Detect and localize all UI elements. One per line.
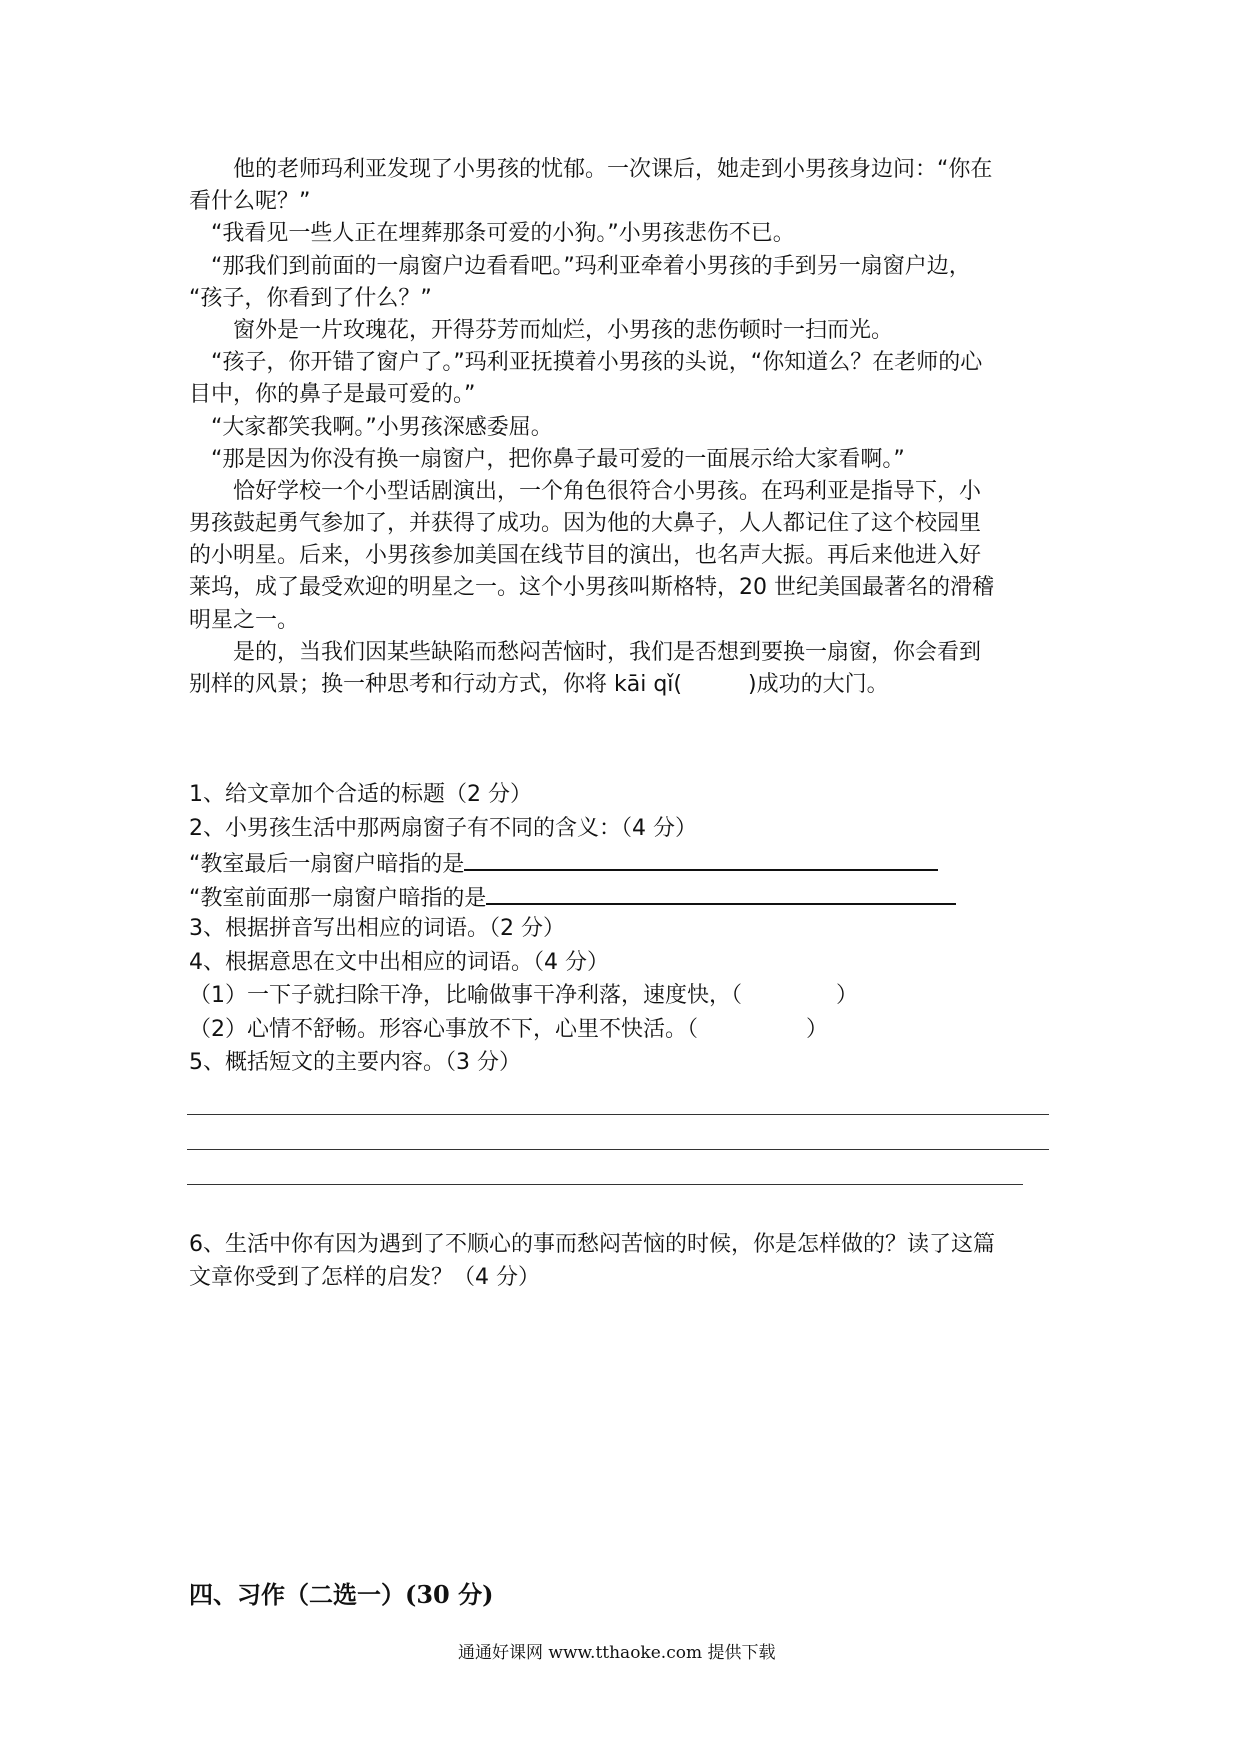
question-4b-close: ） [806,1016,829,1042]
question-6-line: 6、生活中你有因为遇到了不顺心的事而愁闷苦恼的时候，你是怎样做的？读了这篇 [189,1232,995,1257]
question-2a [189,845,1061,879]
passage-last-line [189,669,1061,701]
question-2b-answer-line[interactable] [486,879,956,905]
passage-line: 看什么呢？” [189,189,311,215]
question-6-line: 文章你受到了怎样的启发？（4 分） [189,1265,540,1290]
page-footer: 通通好课网 www.tthaoke.com 提供下载 [458,1643,776,1663]
question-2b [189,879,1061,913]
question-2a-label: “教室最后一扇窗户暗指的是 [189,852,465,877]
question-4a-close: ） [836,983,859,1008]
passage-line: 目中，你的鼻子是最可爱的。” [189,382,476,408]
passage-line: 他的老师玛利亚发现了小男孩的忧郁。一次课后，她走到小男孩身边问：“你在 [189,157,993,182]
question-1: 1、给文章加个合适的标题（2 分） [189,782,532,807]
question-3: 3、根据拼音写出相应的词语。（2 分） [189,916,565,941]
passage-line: “那我们到前面的一扇窗户边看看吧。”玛利亚牵着小男孩的手到另一扇窗户边， [189,253,971,279]
question-5: 5、概括短文的主要内容。（3 分） [189,1050,521,1075]
question-2b-label: “教室前面那一扇窗户暗指的是 [189,885,487,911]
reading-passage [189,154,1061,701]
passage-line: “大家都笑我啊。”小男孩深感委屈。 [189,414,553,440]
question-4b-label: （2）心情不舒畅。形容心事放不下，心里不快活。（ [189,1016,698,1042]
question-4: 4、根据意思在文中出相应的词语。（4 分） [189,949,609,975]
passage-line: 男孩鼓起勇气参加了，并获得了成功。因为他的大鼻子，人人都记住了这个校园里 [189,511,982,537]
passage-line: 窗外是一片玫瑰花，开得芬芳而灿烂，小男孩的悲伤顿时一扫而光。 [189,317,894,343]
passage-line: 是的，当我们因某些缺陷而愁闷苦恼时，我们是否想到要换一扇窗，你会看到 [189,639,982,665]
answer-line[interactable] [187,1184,1023,1185]
section-4-title: 四、习作（二选一）(30 分) [189,1580,494,1609]
question-2: 2、小男孩生活中那两扇窗子有不同的含义：（4 分） [189,815,697,841]
answer-line[interactable] [187,1149,1049,1150]
passage-line: 的小明星。后来，小男孩参加美国在线节目的演出，也名声大振。再后来他进入好 [189,543,982,569]
question-4b [189,1013,1061,1047]
passage-line: “孩子，你看到了什么？” [189,285,432,311]
question-list [189,778,1061,1080]
question-4a-label: （1）一下子就扫除干净，比喻做事干净利落，速度快，（ [189,983,742,1008]
passage-line: 莱坞，成了最受欢迎的明星之一。这个小男孩叫斯格特，20 世纪美国最著名的滑稽 [189,575,994,601]
passage-line: “我看见一些人正在埋葬那条可爱的小狗。”小男孩悲伤不已。 [189,221,795,247]
passage-line: 恰好学校一个小型话剧演出，一个角色很符合小男孩。在玛利亚是指导下，小 [189,478,982,504]
answer-line[interactable] [187,1114,1049,1115]
question-6 [189,1228,1061,1294]
question-2a-answer-line[interactable] [464,845,938,871]
passage-line: “那是因为你没有换一扇窗户，把你鼻子最可爱的一面展示给大家看啊。” [189,446,905,472]
pinyin-prompt-end: )成功的大门。 [747,672,889,697]
passage-line: 明星之一。 [189,607,300,633]
passage-line: “孩子，你开错了窗户了。”玛利亚抚摸着小男孩的头说，“你知道么？在老师的心 [189,350,983,376]
pinyin-prompt: 别样的风景；换一种思考和行动方式，你将 kāi qǐ( [189,672,682,697]
question-4a [189,979,1061,1013]
